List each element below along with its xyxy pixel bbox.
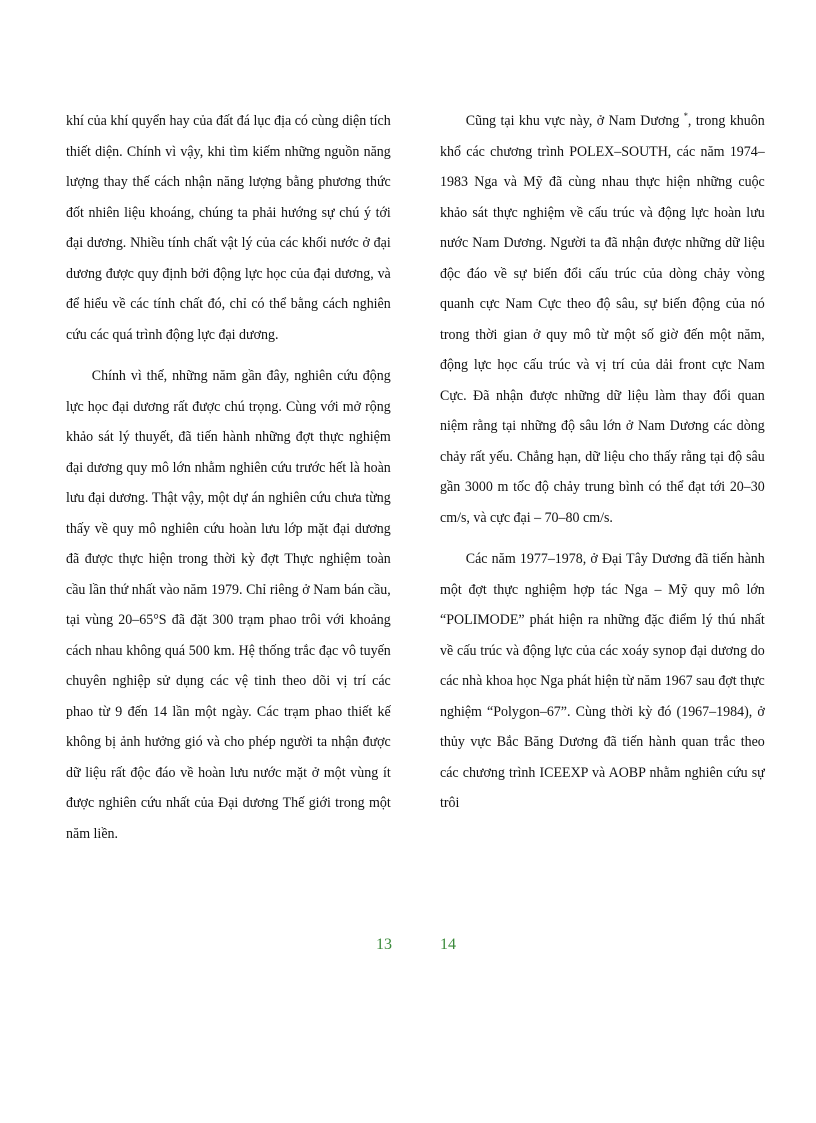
footnote-mark: * <box>683 110 688 121</box>
left-paragraph-2: Chính vì thế, những năm gần đây, nghiên cứu động lực học đại dương rất được chú trọng. Cùng với mở rộng khảo sát lý thuyết, đã tiến hành những đợt thực nghiệm đại dương quy mô lớn nhằm nghiên cứu trước hết là hoàn lưu đại dương. Thật vậy, một dự án nghiên cứu chưa từng thấy về quy mô nghiên cứu hoàn lưu lớp mặt đại dương đã được thực hiện trong thời kỳ đợt Thực nghiệm toàn cầu lần thứ nhất vào năm 1979. Chỉ riêng ở Nam bán cầu, tại vùng 20–65°S đã đặt 300 trạm phao trôi với khoảng cách nhau không quá 500 km. Hệ thống trắc đạc vô tuyến chuyên nghiệp sử dụng các vệ tinh theo dõi vị trí các phao từ 9 đến 14 lần một ngày. Các trạm phao thiết kế không bị ảnh hưởng gió và cho phép người ta nhận được dữ liệu rất độc đáo về hoàn lưu nước mặt ở một vùng ít được nghiên cứu nhất của Đại dương Thế giới trong một năm liền. <box>66 367 391 842</box>
left-paragraph-1: khí của khí quyển hay của đất đá lục địa có cùng diện tích thiết diện. Chính vì vậy, khi tìm kiếm những nguồn năng lượng thay thế cách nhận năng lượng bằng phương thức đốt nhiên liệu khoáng, chúng ta phải hướng sự chú ý tới đại dương. Nhiều tính chất vật lý của các khối nước ở đại dương được quy định bởi động lực học của đại dương, và để hiểu về các tính chất đó, chỉ có thể bằng cách nghiên cứu các quá trình động lực đại dương. <box>66 112 391 343</box>
right-paragraph-1 <box>440 106 765 533</box>
left-column <box>66 106 391 860</box>
right-paragraph-1-start: Cũng tại khu vực này, ở Nam Dương <box>465 112 684 129</box>
page-number-right: 14 <box>440 936 456 953</box>
page-number-left: 13 <box>376 936 392 953</box>
right-paragraph-1-rest: , trong khuôn khổ các chương trình POLEX–SOUTH, các năm 1974–1983 Nga và Mỹ đã cùng nhau thực hiện những cuộc khảo sát thực nghiệm về cấu trúc và động lực hoàn lưu nước Nam Dương. Người ta đã nhận được những dữ liệu độc đáo về sự biến đổi cấu trúc của dòng chảy vòng quanh cực Nam Cực theo độ sâu, sự biến động của nó trong thời gian ở quy mô từ một số giờ đến một năm, động lực học cấu trúc và vị trí của dải front cực Nam Cực. Đã nhận được những dữ liệu làm thay đổi quan niệm rằng tại những độ sâu lớn ở Nam Dương các dòng chảy rất yếu. Chẳng hạn, dữ liệu cho thấy rằng tại độ sâu gần 3000 m tốc độ chảy trung bình có thể đạt tới 20–30 cm/s, và cực đại – 70–80 cm/s. <box>440 112 765 526</box>
right-paragraph-2: Các năm 1977–1978, ở Đại Tây Dương đã tiến hành một đợt thực nghiệm hợp tác Nga – Mỹ quy mô lớn “POLIMODE” phát hiện ra những đặc điểm lý thú nhất về cấu trúc và động lực của các xoáy synop đại dương do các nhà khoa học Nga phát hiện từ năm 1967 sau đợt thực nghiệm “Polygon–67”. Cùng thời kỳ đó (1967–1984), ở thủy vực Bắc Băng Dương đã tiến hành quan trắc theo các chương trình ICEEXP và AOBP nhằm nghiên cứu sự trôi <box>440 550 765 811</box>
right-column <box>440 106 765 830</box>
